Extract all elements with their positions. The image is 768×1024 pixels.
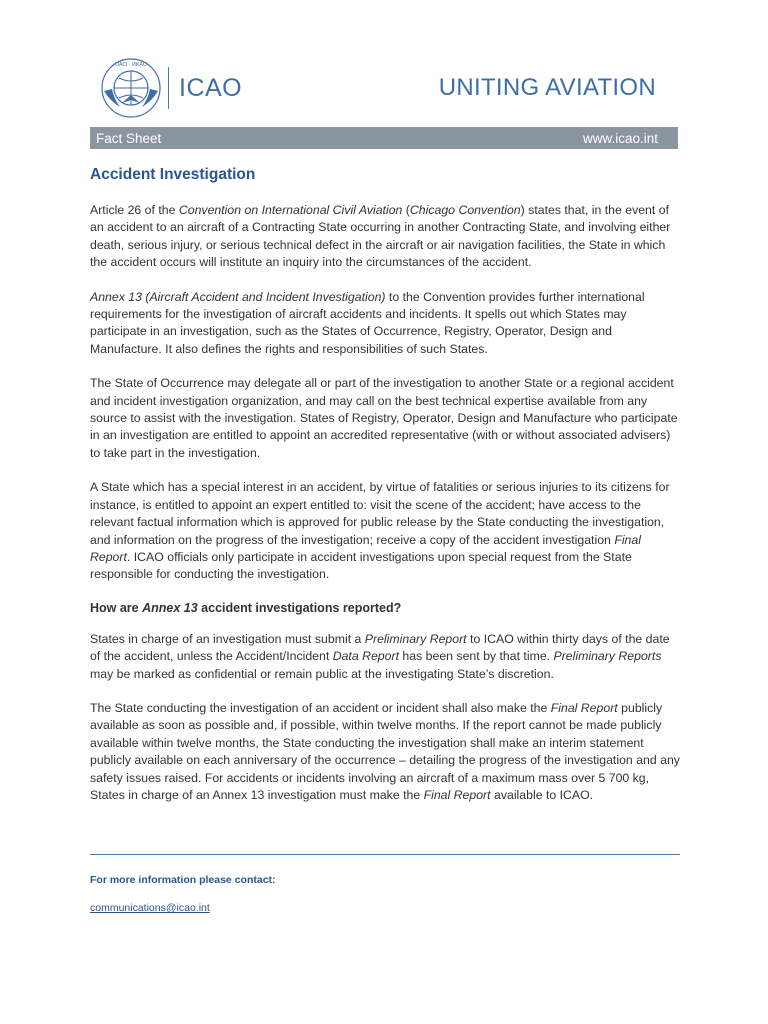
svg-text:OACI · ИКАО: OACI · ИКАО	[115, 62, 147, 68]
paragraph-state-of-occurrence: The State of Occurrence may delegate all or part of the investigation to another State or a regional accident and incident investigation organization, and may call on the best technical expertise available from any source to assist with the investigation. States of Registry, Operator, Design and Manufacture who participate in an investigation are entitled to appoint an accredited representative (with or without associated advisers) to take part in the investigation.	[90, 376, 678, 460]
footer-divider	[90, 854, 680, 855]
paragraph-article-26: Article 26 of the Convention on International Civil Aviation (Chicago Convention) states that, in the event of an accident to an aircraft of a Contracting State occurring in another Contracting State, and involving either death, serious injury, or serious technical defect in the aircraft or air navigation facilities, the State in which the accident occurs will institute an inquiry into the circumstances of the accident.	[90, 203, 671, 270]
contact-email-link[interactable]: communications@icao.int	[90, 902, 210, 914]
organization-name: ICAO	[179, 73, 243, 102]
fact-sheet-bar	[90, 127, 678, 149]
section-heading-reporting: How are Annex 13 accident investigations reported?	[90, 600, 402, 615]
slogan: UNITING AVIATION	[438, 74, 656, 101]
contact-label: For more information please contact:	[90, 874, 276, 886]
website-link[interactable]: www.icao.int	[582, 130, 658, 146]
paragraph-special-interest: A State which has a special interest in an accident, by virtue of fatalities or serious injuries to its citizens for instance, is entitled to appoint an expert entitled to: visit the scene of the accident; have access to the relevant factual information which is approved for public release by the State conducting the investigation, and information on the progress of the investigation; receive a copy of the accident investigation Final Report. ICAO officials only participate in accident investigations upon special request from the State responsible for conducting the investigation.	[90, 480, 670, 582]
page-header	[90, 52, 678, 124]
document-title: Accident Investigation	[90, 166, 256, 183]
icao-emblem-icon	[100, 57, 162, 119]
paragraph-preliminary-report: States in charge of an investigation must submit a Preliminary Report to ICAO within thirty days of the date of the accident, unless the Accident/Incident Data Report has been sent by that time. Preliminary Reports may be marked as confidential or remain public at the investigating State’s discretion.	[90, 631, 670, 681]
logo-divider	[168, 67, 169, 109]
paragraph-annex-13: Annex 13 (Aircraft Accident and Incident Investigation) to the Convention provides further international requirements for the investigation of aircraft accidents and incidents. It spells out which States may participate in an investigation, such as the States of Occurrence, Registry, Operator, Design and Manufacture. It also defines the rights and responsibilities of such States.	[90, 289, 645, 356]
paragraph-final-report: The State conducting the investigation of an accident or incident shall also make the Final Report publicly available as soon as possible and, if possible, within twelve months. If the report cannot be made publicly available within twelve months, the State conducting the investigation shall make an interim statement publicly available on each anniversary of the occurrence – detailing the progress of the investigation and any safety issues raised. For accidents or incidents involving an aircraft of a maximum mass over 5 700 kg, States in charge of an Annex 13 investigation must make the Final Report available to ICAO.	[90, 700, 680, 802]
fact-sheet-label: Fact Sheet	[96, 130, 162, 146]
document-body	[90, 166, 680, 821]
